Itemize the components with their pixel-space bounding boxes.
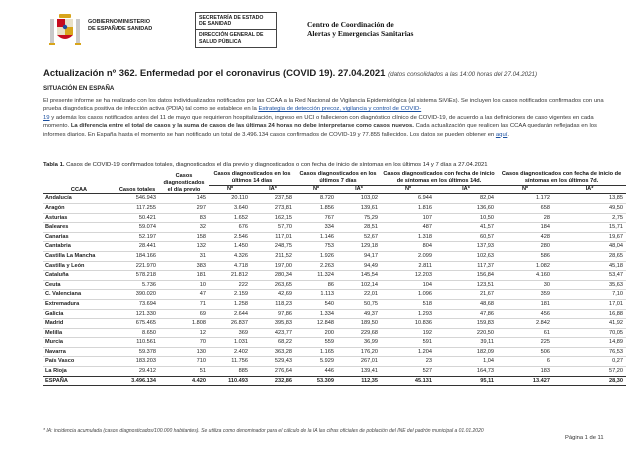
table-row	[43, 271, 626, 281]
value-cell: 767	[324, 214, 334, 221]
value-cell: 446	[324, 368, 334, 375]
value-cell: 182,09	[476, 348, 494, 355]
table-row	[43, 319, 626, 329]
value-cell: 183	[540, 368, 550, 375]
ccaa-name-cell: Castilla La Mancha	[45, 252, 96, 259]
total-value-cell: 3.496.134	[115, 376, 159, 386]
value-cell: 94,17	[364, 252, 378, 259]
value-cell: 145	[196, 195, 206, 202]
ccaa-name-cell: Extremadura	[45, 300, 80, 307]
value-cell: 156,84	[476, 272, 494, 279]
value-cell: 518	[422, 300, 432, 307]
value-cell: 456	[540, 310, 550, 317]
table-row	[43, 338, 626, 348]
value-cell: 69	[199, 310, 206, 317]
value-cell: 164,73	[476, 368, 494, 375]
value-cell: 12.848	[316, 320, 334, 327]
total-value-cell: 232,86	[251, 376, 295, 386]
secretariat-box: SECRETARÍA DE ESTADO DE SANIDAD	[195, 12, 277, 30]
value-cell: 51	[199, 368, 206, 375]
ccaa-name-cell: C. Valenciana	[45, 291, 82, 298]
value-cell: 676	[238, 224, 248, 231]
value-cell: 1.113	[320, 291, 334, 298]
value-cell: 137,93	[476, 243, 494, 250]
value-cell: 546.943	[135, 195, 156, 202]
value-cell: 211,52	[275, 252, 292, 259]
table-row	[43, 251, 626, 261]
value-cell: 132	[196, 243, 206, 250]
value-cell: 1,04	[483, 358, 494, 365]
cases-table	[43, 170, 626, 386]
col-ia: IA*	[337, 185, 381, 194]
value-cell: 222	[238, 281, 248, 288]
col-group-sintomas-14d: Casos diagnosticados con fecha de inicio de síntomas en los últimos 14d.	[381, 170, 497, 185]
value-cell: 267,01	[360, 358, 378, 365]
value-cell: 103,02	[360, 195, 378, 202]
value-cell: 710	[196, 358, 206, 365]
ccaa-name-cell: País Vasco	[45, 358, 75, 365]
value-cell: 1.204	[418, 348, 432, 355]
value-cell: 273,81	[274, 204, 292, 211]
strategy-link-cont[interactable]: 19	[43, 114, 50, 121]
value-cell: 59.074	[138, 224, 156, 231]
table-body	[43, 194, 626, 386]
ccaa-name-cell: Galicia	[45, 310, 64, 317]
table-row	[43, 203, 626, 213]
value-cell: 130	[196, 348, 206, 355]
value-cell: 41,92	[609, 320, 623, 327]
value-cell: 47,86	[480, 310, 494, 317]
value-cell: 50.421	[138, 214, 156, 221]
value-cell: 334	[324, 224, 334, 231]
col-n: Nº	[295, 185, 337, 194]
value-cell: 248,75	[274, 243, 292, 250]
value-cell: 129,18	[360, 243, 378, 250]
value-cell: 48,04	[609, 243, 623, 250]
value-cell: 1.808	[192, 320, 206, 327]
total-value-cell: 112,35	[337, 376, 381, 386]
value-cell: 21,67	[480, 291, 494, 298]
value-cell: 184	[540, 224, 550, 231]
intro-paragraph: El presente informe se ha realizado con los datos individualizados notificados por las CCAA a la Red Nacional de Vigilancia Epidemiológica (al sistema SiViEs). Se incluyen los casos notificados confirmados con una prueba diagnóstica positiva de infección activa (PDIA) tal como se establece en la Estrategia de detección precoz, vigilancia y control de COVID- 19 y además los casos notificados antes del 11 de mayo que requirieron hospitalización, ingreso en UCI o fallecieron con diagnóstico clínico de COVID-19, de acuerdo a las definiciones de caso vigentes en cada momento. La diferencia entre el total de casos y la suma de casos de las últimas 24 horas no debe interpretarse como casos nuevos. Cada actualización que realicen las CCAA quedarán reflejadas en los informes diarios. En España hasta el momento se han notificado un total de 3.496.134 casos confirmados de COVID-19 y 77.855 fallecidos. Los datos se pueden obtener en aquí.	[43, 98, 604, 138]
value-cell: 41,57	[480, 224, 494, 231]
value-cell: 220,50	[476, 329, 494, 336]
value-cell: 359	[540, 291, 550, 298]
col-group-14d: Casos diagnosticados en los últimos 14 días	[209, 170, 295, 185]
value-cell: 73.694	[138, 300, 156, 307]
value-cell: 0,27	[612, 358, 623, 365]
ccaa-name-cell: Asturias	[45, 214, 68, 221]
value-cell: 2.402	[234, 348, 248, 355]
center-name: Centro de Coordinación de Alertas y Emergencias Sanitarias	[307, 20, 414, 38]
value-cell: 28	[543, 214, 550, 221]
ccaa-name-cell: Aragón	[45, 204, 65, 211]
value-cell: 28.441	[138, 243, 156, 250]
value-cell: 263,65	[274, 281, 292, 288]
page-number: Página 1 de 11	[565, 435, 604, 441]
value-cell: 586	[540, 252, 550, 259]
value-cell: 297	[196, 204, 206, 211]
value-cell: 1.926	[320, 252, 334, 259]
table-row	[43, 347, 626, 357]
value-cell: 2,75	[612, 214, 623, 221]
data-link[interactable]: aquí	[495, 131, 508, 138]
value-cell: 102,14	[360, 281, 378, 288]
value-cell: 2.842	[536, 320, 550, 327]
value-cell: 19,67	[609, 233, 623, 240]
value-cell: 57,70	[278, 224, 292, 231]
value-cell: 189,50	[360, 320, 378, 327]
value-cell: 14,89	[609, 339, 623, 346]
value-cell: 176,20	[360, 348, 378, 355]
value-cell: 8.720	[320, 195, 334, 202]
value-cell: 31	[199, 252, 206, 259]
value-cell: 71	[199, 300, 206, 307]
value-cell: 22,01	[364, 291, 378, 298]
value-cell: 280	[540, 243, 550, 250]
value-cell: 59.378	[138, 348, 156, 355]
ministry-label: MINISTERIO DE SANIDAD	[118, 19, 153, 32]
value-cell: 1.450	[234, 243, 248, 250]
col-totales: Casos totales	[115, 170, 159, 194]
value-cell: 276,64	[274, 368, 292, 375]
value-cell: 11.324	[317, 272, 334, 279]
value-cell: 390.020	[135, 291, 156, 298]
value-cell: 237,58	[274, 195, 292, 202]
value-cell: 4.718	[234, 262, 248, 269]
value-cell: 192	[422, 329, 432, 336]
value-cell: 60,57	[480, 233, 494, 240]
table-row	[43, 299, 626, 309]
value-cell: 94,49	[364, 262, 378, 269]
value-cell: 75,29	[364, 214, 378, 221]
ccaa-name-cell: Canarias	[45, 233, 69, 240]
total-value-cell: 110.493	[209, 376, 251, 386]
government-label: GOBIERNO DE ESPAÑA	[88, 19, 120, 32]
value-cell: 32	[199, 224, 206, 231]
value-cell: 221.970	[135, 262, 156, 269]
value-cell: 49,37	[364, 310, 378, 317]
value-cell: 145,54	[360, 272, 378, 279]
value-cell: 200	[324, 329, 334, 336]
value-cell: 123,51	[476, 281, 494, 288]
value-cell: 21.812	[230, 272, 248, 279]
value-cell: 2.811	[418, 262, 432, 269]
value-cell: 26.837	[230, 320, 248, 327]
coat-of-arms-logo	[47, 13, 83, 47]
value-cell: 49,50	[609, 204, 623, 211]
footnote: * IA: incidencia acumulada (casos diagnosticados/100.000 habitantes). Se utiliza como denominador para el cálculo de la IA las cifras oficiales de población del INE del padrón municipal a 01.01.2020	[43, 428, 484, 434]
ccaa-name-cell: Ceuta	[45, 281, 61, 288]
value-cell: 181	[540, 300, 550, 307]
value-cell: 39,11	[480, 339, 494, 346]
value-cell: 29.412	[138, 368, 156, 375]
value-cell: 121.330	[135, 310, 156, 317]
value-cell: 2.263	[320, 262, 334, 269]
value-cell: 16,88	[609, 310, 623, 317]
value-cell: 17,01	[609, 300, 623, 307]
value-cell: 1.031	[234, 339, 248, 346]
ccaa-name-cell: Melilla	[45, 329, 63, 336]
value-cell: 10	[199, 281, 206, 288]
table-caption: Tabla 1. Casos de COVID-19 confirmados totales, diagnosticados el día previo y diagnosticados o con fecha de inicio de síntomas en los últimos 14 y 7 días a 27.04.2021	[43, 162, 488, 168]
value-cell: 395,83	[274, 320, 292, 327]
total-value-cell: 13.427	[497, 376, 553, 386]
col-n: Nº	[497, 185, 553, 194]
table-row	[43, 357, 626, 367]
value-cell: 36,99	[364, 339, 378, 346]
report-title-note: (datos consolidados a las 14:00 horas del 27.04.2021)	[388, 71, 538, 78]
value-cell: 61	[543, 329, 550, 336]
value-cell: 7,10	[612, 291, 623, 298]
document-header	[0, 0, 637, 62]
col-ia: IA*	[435, 185, 497, 194]
value-cell: 107	[422, 214, 432, 221]
value-cell: 675.465	[135, 320, 156, 327]
value-cell: 86	[327, 281, 334, 288]
value-cell: 1.165	[320, 348, 334, 355]
col-n: Nº	[381, 185, 435, 194]
value-cell: 158	[196, 233, 206, 240]
value-cell: 1.318	[418, 233, 432, 240]
value-cell: 2.644	[234, 310, 248, 317]
table-row	[43, 223, 626, 233]
value-cell: 229,68	[360, 329, 378, 336]
value-cell: 30	[543, 281, 550, 288]
value-cell: 12	[199, 329, 206, 336]
value-cell: 1.258	[234, 300, 248, 307]
value-cell: 35,63	[609, 281, 623, 288]
table-row	[43, 213, 626, 223]
directorate-box: DIRECCIÓN GENERAL DE SALUD PÚBLICA	[195, 30, 277, 47]
value-cell: 487	[422, 224, 432, 231]
total-label-cell: ESPAÑA	[43, 376, 115, 386]
value-cell: 6.944	[418, 195, 432, 202]
value-cell: 10,50	[480, 214, 494, 221]
table-row	[43, 367, 626, 377]
col-ia: IA*	[251, 185, 295, 194]
table-row	[43, 242, 626, 252]
table-row	[43, 309, 626, 319]
value-cell: 28,51	[364, 224, 378, 231]
value-cell: 53,47	[609, 272, 623, 279]
value-cell: 104	[422, 281, 432, 288]
value-cell: 83	[199, 214, 206, 221]
value-cell: 139,41	[360, 368, 378, 375]
value-cell: 753	[324, 243, 334, 250]
value-cell: 591	[422, 339, 432, 346]
col-n: Nº	[209, 185, 251, 194]
value-cell: 68,22	[278, 339, 292, 346]
col-ia: IA*	[553, 185, 626, 194]
value-cell: 70	[199, 339, 206, 346]
value-cell: 48,68	[480, 300, 494, 307]
value-cell: 10.836	[414, 320, 432, 327]
value-cell: 8.650	[142, 329, 156, 336]
section-heading: SITUACIÓN EN ESPAÑA	[43, 85, 115, 92]
value-cell: 1.096	[418, 291, 432, 298]
total-value-cell: 95,11	[435, 376, 497, 386]
value-cell: 1.172	[536, 195, 550, 202]
value-cell: 117,01	[275, 233, 292, 240]
table-row	[43, 194, 626, 204]
table-row	[43, 290, 626, 300]
value-cell: 50,75	[364, 300, 378, 307]
total-value-cell: 28,30	[553, 376, 626, 386]
value-cell: 11.756	[231, 358, 248, 365]
value-cell: 181	[196, 272, 206, 279]
table-total-row	[43, 376, 626, 386]
value-cell: 369	[238, 329, 248, 336]
col-group-7d: Casos diagnosticados en los últimos 7 días	[295, 170, 381, 185]
ccaa-name-cell: Andalucía	[45, 195, 72, 202]
total-value-cell: 4.420	[159, 376, 209, 386]
ccaa-name-cell: Baleares	[45, 224, 69, 231]
value-cell: 23	[425, 358, 432, 365]
value-cell: 559	[324, 339, 334, 346]
value-cell: 1.146	[320, 233, 334, 240]
value-cell: 1.334	[320, 310, 334, 317]
table-row	[43, 261, 626, 271]
value-cell: 363,28	[274, 348, 292, 355]
value-cell: 47	[199, 291, 206, 298]
total-value-cell: 45.131	[381, 376, 435, 386]
value-cell: 102,63	[476, 252, 494, 259]
value-cell: 506	[540, 348, 550, 355]
ccaa-name-cell: Cataluña	[45, 272, 69, 279]
value-cell: 184.166	[135, 252, 156, 259]
value-cell: 13,85	[609, 195, 623, 202]
value-cell: 45,18	[609, 262, 623, 269]
value-cell: 5.736	[142, 281, 156, 288]
table-row	[43, 280, 626, 290]
value-cell: 82,04	[480, 195, 494, 202]
value-cell: 3.640	[234, 204, 248, 211]
value-cell: 118,23	[275, 300, 292, 307]
value-cell: 76,53	[609, 348, 623, 355]
value-cell: 225	[540, 339, 550, 346]
value-cell: 2.099	[418, 252, 432, 259]
value-cell: 28,65	[609, 252, 623, 259]
value-cell: 117.255	[136, 204, 156, 211]
ccaa-name-cell: Cantabria	[45, 243, 71, 250]
ccaa-name-cell: Navarra	[45, 348, 66, 355]
value-cell: 1.082	[536, 262, 550, 269]
value-cell: 428	[540, 233, 550, 240]
value-cell: 6	[546, 358, 550, 365]
value-cell: 527	[422, 368, 432, 375]
value-cell: 1.293	[418, 310, 432, 317]
value-cell: 1.856	[320, 204, 334, 211]
value-cell: 2.546	[234, 233, 248, 240]
report-title: Actualización nº 362. Enfermedad por el coronavirus (COVID 19). 27.04.2021 (datos consolidados a las 14:00 horas del 27.04.2021)	[43, 68, 538, 79]
value-cell: 4.326	[234, 252, 248, 259]
value-cell: 658	[540, 204, 550, 211]
value-cell: 110.561	[136, 339, 156, 346]
col-ccaa: CCAA	[43, 170, 115, 194]
ccaa-name-cell: La Rioja	[45, 368, 67, 375]
value-cell: 183.203	[135, 358, 156, 365]
value-cell: 52,67	[364, 233, 378, 240]
value-cell: 162,15	[274, 214, 292, 221]
col-previo: Casos diagnosticados el día previo	[159, 170, 209, 194]
table-row	[43, 232, 626, 242]
value-cell: 52.197	[138, 233, 156, 240]
value-cell: 159,83	[476, 320, 494, 327]
ccaa-name-cell: Madrid	[45, 320, 64, 327]
value-cell: 578.218	[135, 272, 156, 279]
value-cell: 529,43	[274, 358, 292, 365]
department-boxes	[195, 12, 277, 48]
strategy-link[interactable]: Estrategia de detección precoz, vigilancia y control de COVID-	[258, 106, 422, 113]
ccaa-name-cell: Castilla y León	[45, 262, 85, 269]
ccaa-name-cell: Murcia	[45, 339, 64, 346]
value-cell: 12.203	[414, 272, 432, 279]
value-cell: 139,61	[360, 204, 378, 211]
total-value-cell: 53.309	[295, 376, 337, 386]
value-cell: 136,60	[476, 204, 494, 211]
value-cell: 20.110	[231, 195, 248, 202]
value-cell: 383	[196, 262, 206, 269]
col-group-sintomas-7d: Casos diagnosticados con fecha de inicio de síntomas en los últimos 7d.	[497, 170, 626, 185]
value-cell: 15,71	[609, 224, 623, 231]
table-row	[43, 328, 626, 338]
value-cell: 804	[422, 243, 432, 250]
value-cell: 885	[238, 368, 248, 375]
value-cell: 5.929	[320, 358, 334, 365]
value-cell: 117,37	[477, 262, 494, 269]
value-cell: 70,05	[609, 329, 623, 336]
value-cell: 4.160	[536, 272, 550, 279]
value-cell: 280,34	[274, 272, 292, 279]
value-cell: 1.816	[418, 204, 432, 211]
value-cell: 2.159	[234, 291, 248, 298]
value-cell: 423,77	[274, 329, 292, 336]
value-cell: 97,86	[278, 310, 292, 317]
value-cell: 42,69	[278, 291, 292, 298]
value-cell: 1.652	[234, 214, 248, 221]
value-cell: 540	[324, 300, 334, 307]
value-cell: 57,20	[609, 368, 623, 375]
value-cell: 197,00	[274, 262, 292, 269]
